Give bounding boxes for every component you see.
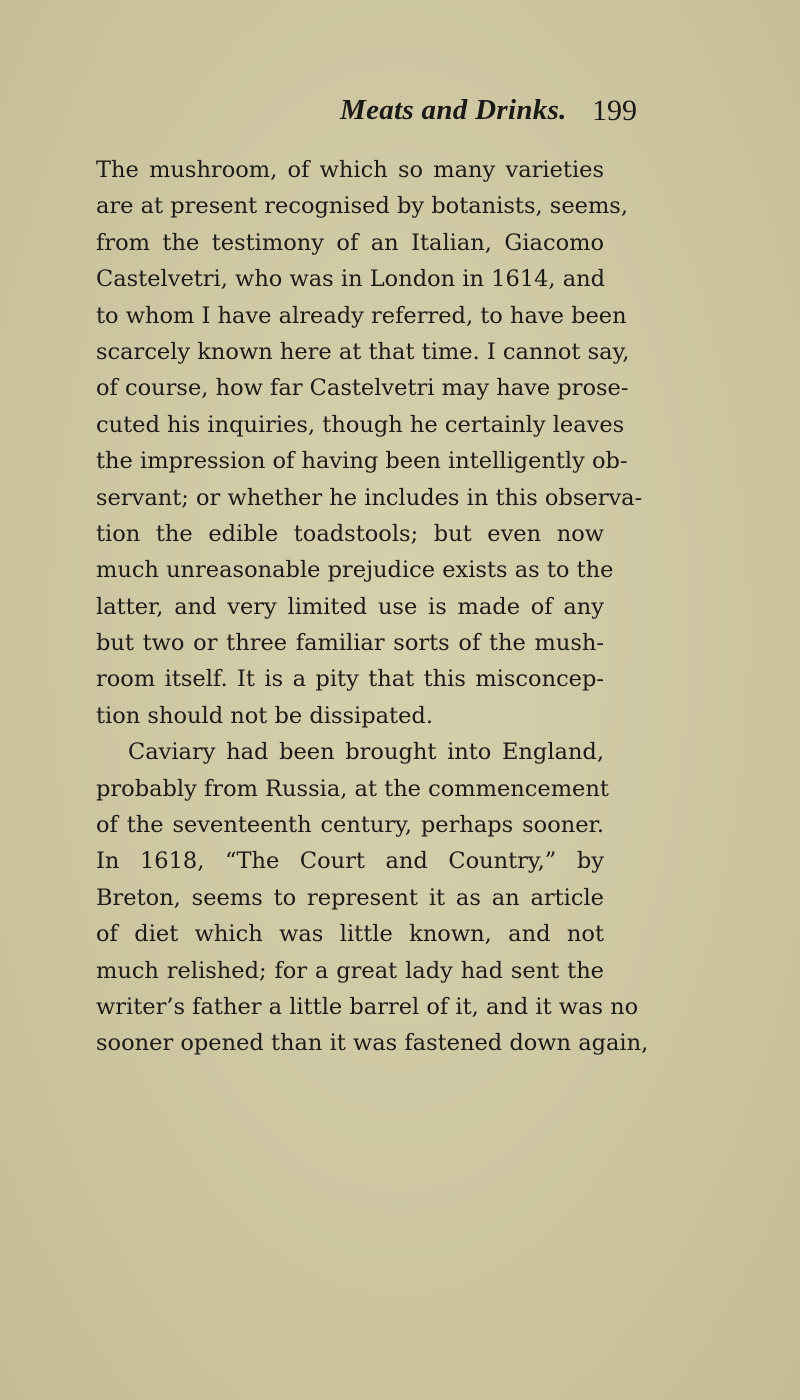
text-line: sooner opened than it was fastened down again, <box>96 1030 649 1057</box>
text-line: much relished; for a great lady had sent the <box>96 957 604 984</box>
text-line: In 1618, “The Court and Country,” by <box>96 848 604 875</box>
text-line: servant; or whether he includes in this observa- <box>96 484 643 511</box>
text-line: tion the edible toadstools; but even now <box>96 520 604 547</box>
text-line: but two or three familiar sorts of the mush- <box>96 630 604 657</box>
text-line: The mushroom, of which so many varieties <box>96 157 604 183</box>
running-title: Meats and Drinks. <box>340 94 567 126</box>
text-line: of diet which was little known, and not <box>96 921 604 948</box>
text-line: probably from Russia, at the commencement <box>96 775 609 802</box>
text-line: Caviary had been brought into England, <box>128 739 604 766</box>
text-line: Breton, seems to represent it as an article <box>96 884 604 911</box>
text-line: the impression of having been intelligently ob- <box>96 448 628 475</box>
text-line: from the testimony of an Italian, Giacomo <box>96 229 604 256</box>
body-text <box>96 152 649 1062</box>
text-line: writer’s father a little barrel of it, and it was no <box>96 993 639 1020</box>
text-line: latter, and very limited use is made of any <box>96 593 604 620</box>
text-line: to whom I have already referred, to have been <box>96 302 627 329</box>
text-line: room itself. It is a pity that this misconcep- <box>96 666 604 693</box>
text-line: tion should not be dissipated. <box>96 702 433 729</box>
text-line: scarcely known here at that time. I cannot say, <box>96 338 630 365</box>
text-line: much unreasonable prejudice exists as to the <box>96 557 614 584</box>
page-number: 199 <box>592 94 637 127</box>
text-line: Castelvetri, who was in London in 1614, and <box>96 266 605 293</box>
text-line: are at present recognised by botanists, seems, <box>96 193 629 220</box>
text-line: cuted his inquiries, though he certainly leaves <box>96 411 625 438</box>
text-line: of the seventeenth century, perhaps sooner. <box>96 812 604 839</box>
text-line: of course, how far Castelvetri may have prose- <box>96 375 629 402</box>
